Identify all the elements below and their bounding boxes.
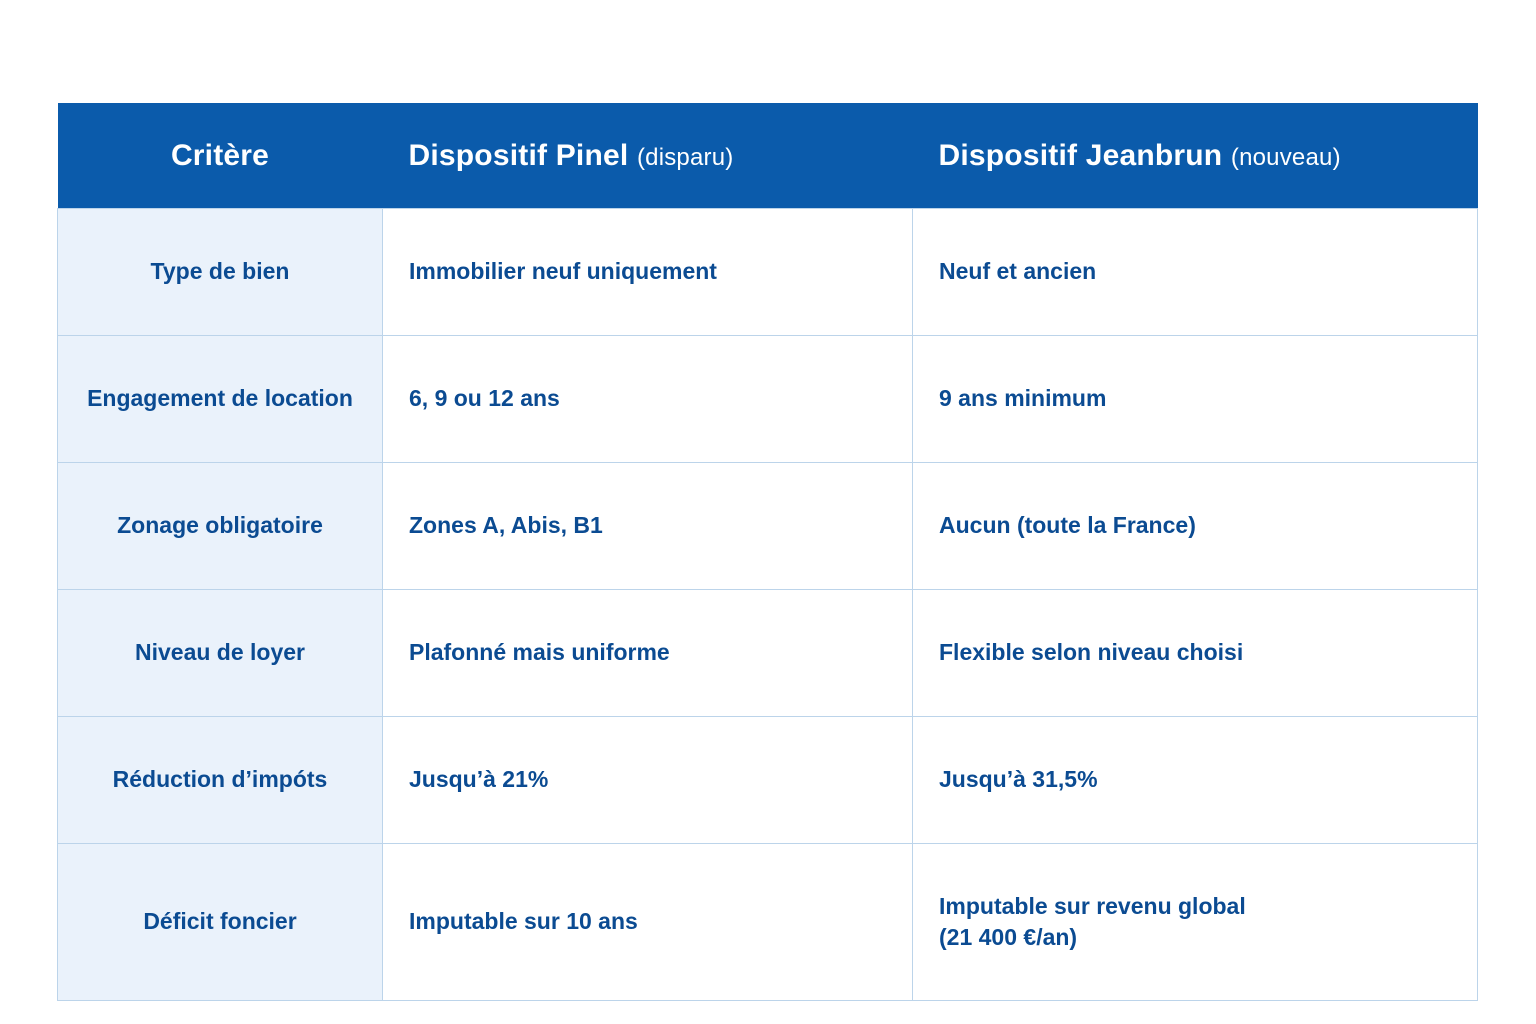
table-row — [58, 717, 1478, 844]
cell-criteria: Zonage obligatoire — [58, 463, 383, 590]
table-body — [58, 209, 1478, 1001]
cell-pinel: Jusqu’à 21% — [383, 717, 913, 844]
cell-criteria: Réduction d’impóts — [58, 717, 383, 844]
column-header-pinel — [383, 103, 913, 209]
column-header-criteria — [58, 103, 383, 209]
cell-jeanbrun: Aucun (toute la France) — [913, 463, 1478, 590]
cell-criteria: Déficit foncier — [58, 844, 383, 1001]
comparison-table — [57, 103, 1478, 1001]
table-header-row — [58, 103, 1478, 209]
cell-jeanbrun: Neuf et ancien — [913, 209, 1478, 336]
cell-pinel: Zones A, Abis, B1 — [383, 463, 913, 590]
comparison-table-container — [57, 103, 1477, 1001]
table-row — [58, 209, 1478, 336]
table-row — [58, 844, 1478, 1001]
cell-jeanbrun: 9 ans minimum — [913, 336, 1478, 463]
cell-criteria: Niveau de loyer — [58, 590, 383, 717]
cell-pinel: Imputable sur 10 ans — [383, 844, 913, 1001]
table-row — [58, 336, 1478, 463]
cell-jeanbrun: Jusqu’à 31,5% — [913, 717, 1478, 844]
column-header-pinel-sublabel: (disparu) — [636, 143, 734, 171]
cell-criteria: Engagement de location — [58, 336, 383, 463]
cell-pinel: Plafonné mais uniforme — [383, 590, 913, 717]
cell-pinel: 6, 9 ou 12 ans — [383, 336, 913, 463]
column-header-jeanbrun-sublabel: (nouveau) — [1230, 143, 1341, 171]
table-header — [58, 103, 1478, 209]
cell-jeanbrun-line2: (21 400 €/an) — [939, 924, 1078, 950]
column-header-jeanbrun — [913, 103, 1478, 209]
cell-pinel: Immobilier neuf uniquement — [383, 209, 913, 336]
column-header-criteria-label: Critère — [170, 138, 270, 172]
table-row — [58, 590, 1478, 717]
cell-jeanbrun-line1: Imputable sur revenu global — [939, 892, 1246, 919]
cell-criteria: Type de bien — [58, 209, 383, 336]
column-header-jeanbrun-label: Dispositif Jeanbrun — [938, 138, 1223, 172]
cell-jeanbrun — [913, 844, 1478, 1001]
column-header-pinel-label: Dispositif Pinel — [408, 138, 629, 172]
table-row — [58, 463, 1478, 590]
cell-jeanbrun: Flexible selon niveau choisi — [913, 590, 1478, 717]
